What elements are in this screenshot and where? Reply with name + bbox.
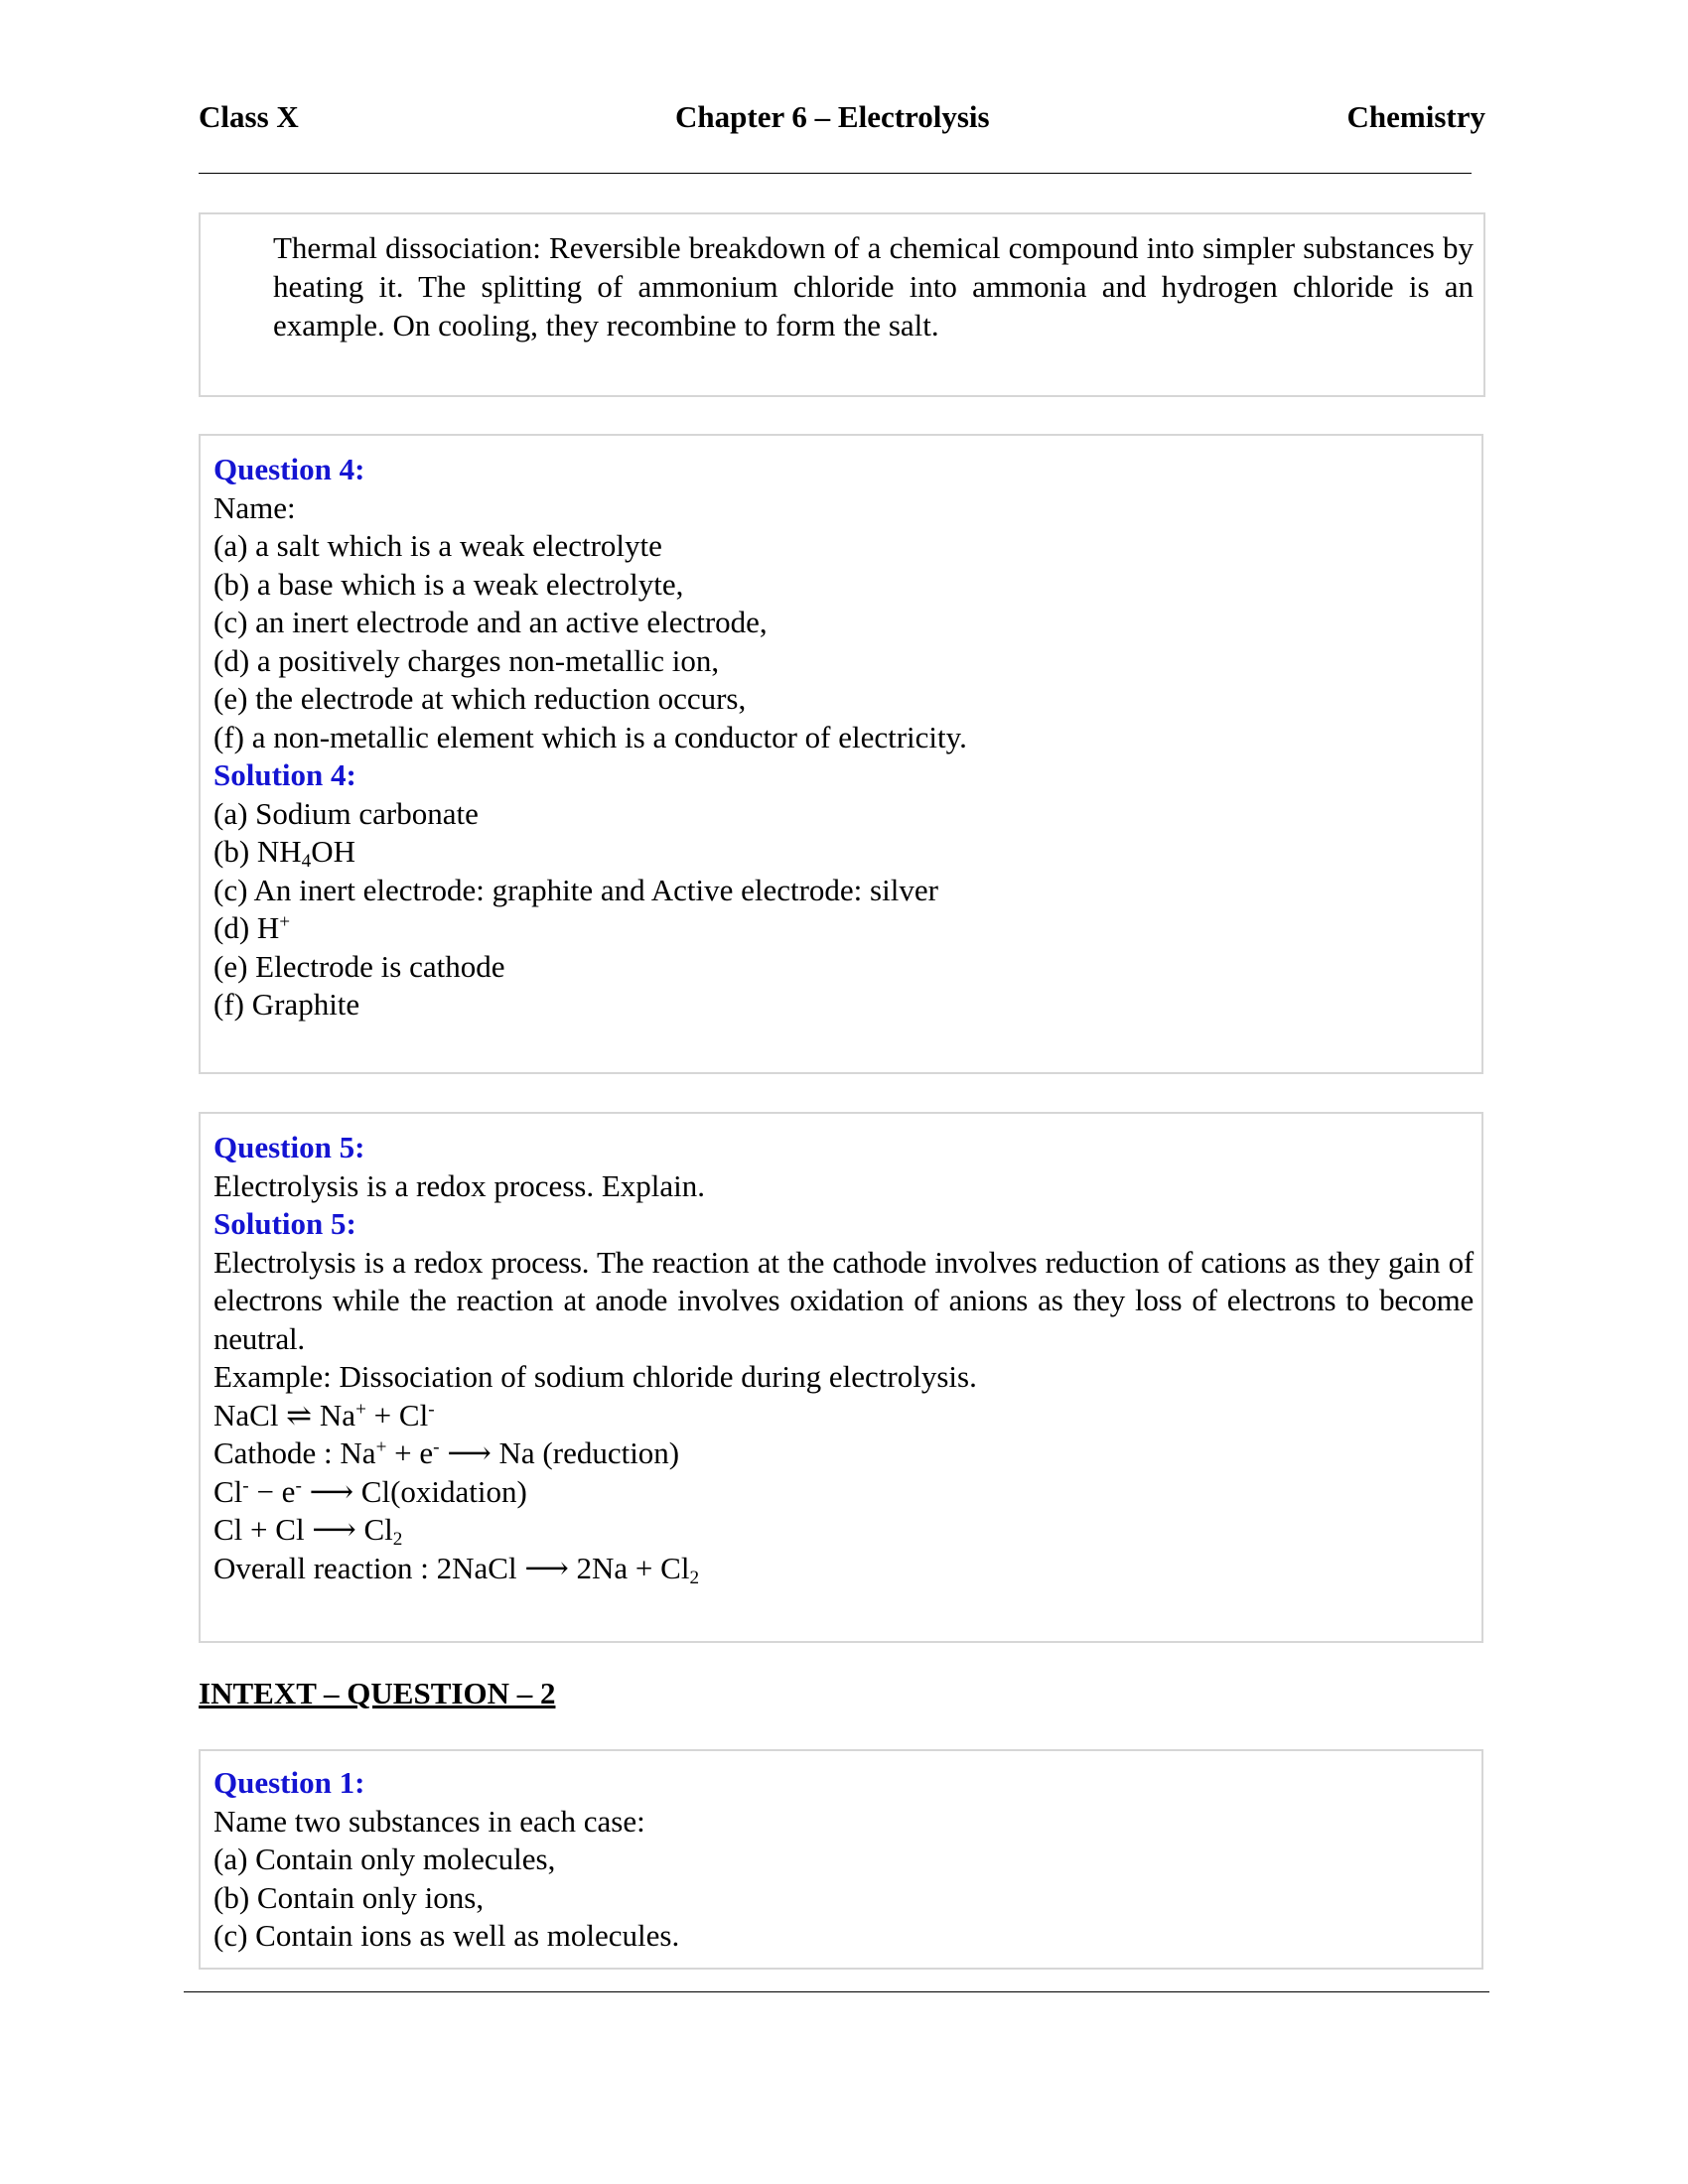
equation-dissociation: NaCl ⇌ Na+ + Cl-	[213, 1397, 435, 1433]
intext-question-1-line: (c) Contain ions as well as molecules.	[213, 1918, 680, 1953]
question-4-line: (f) a non-metallic element which is a conductor of electricity.	[213, 719, 967, 754]
question-5-label: Question 5:	[213, 1130, 365, 1164]
solution-4-c: (c) An inert electrode: graphite and Active electrode: silver	[213, 872, 938, 907]
solution-4-d: (d) H+	[213, 910, 291, 945]
intext-question-1-line: (a) Contain only molecules,	[213, 1842, 556, 1876]
solution-5-paragraph: Electrolysis is a redox process. The reaction at the cathode involves reduction of cations as they gain of electrons while the reaction at anode involves oxidation of anions as they loss of electrons to become neutral.	[213, 1244, 1474, 1356]
equation-cathode: Cathode : Na+ + e- ⟶ Na (reduction)	[213, 1435, 680, 1470]
question-4-line: (e) the electrode at which reduction occurs,	[213, 681, 747, 716]
solution-4-e: (e) Electrode is cathode	[213, 948, 505, 984]
intext-question-1-content	[213, 1764, 679, 1956]
question-4-line: (d) a positively charges non-metallic ion,	[213, 642, 720, 678]
header-divider	[199, 173, 1472, 174]
question-4-content	[213, 451, 967, 1024]
thermal-dissociation-text: Thermal dissociation: Reversible breakdown of a chemical compound into simpler substances by heating it. The splitting of ammonium chloride into ammonia and hydrogen chloride is an example. On cooling, they recombine to form the salt.	[273, 230, 1474, 342]
solution-4-b: (b) $NH_4OH$	[213, 834, 356, 872]
equation-overall: Overall reaction : 2NaCl ⟶ $2Na + Cl_2$	[213, 1550, 700, 1588]
question-5-text: Electrolysis is a redox process. Explain.	[213, 1167, 706, 1203]
question-4-line: Name:	[213, 489, 296, 525]
intext-section-title: INTEXT – QUESTION – 2	[199, 1676, 556, 1710]
intext-question-1-label: Question 1:	[213, 1765, 365, 1800]
solution-4-label: Solution 4:	[213, 757, 356, 792]
header-class: Class X	[199, 99, 299, 134]
question-4-label: Question 4:	[213, 452, 365, 486]
header-chapter: Chapter 6 – Electrolysis	[675, 99, 990, 134]
solution-4-a: (a) Sodium carbonate	[213, 795, 479, 831]
footer-divider	[184, 1991, 1489, 1992]
header-subject: Chemistry	[1346, 99, 1485, 134]
solution-4-f: (f) Graphite	[213, 987, 360, 1022]
intext-question-1-line: Name two substances in each case:	[213, 1803, 645, 1839]
page-header	[199, 99, 1485, 143]
solution-5-example: Example: Dissociation of sodium chloride during electrolysis.	[213, 1359, 977, 1394]
question-4-line: (b) a base which is a weak electrolyte,	[213, 566, 684, 602]
equation-chlorine: Cl + Cl ⟶ $Cl_2$	[213, 1512, 403, 1550]
equation-anode: Cl- − e- ⟶ Cl(oxidation)	[213, 1473, 527, 1509]
solution-5-label: Solution 5:	[213, 1206, 356, 1241]
intext-question-1-line: (b) Contain only ions,	[213, 1879, 485, 1915]
question-4-line: (a) a salt which is a weak electrolyte	[213, 528, 662, 563]
question-4-line: (c) an inert electrode and an active electrode,	[213, 605, 768, 639]
question-5-content	[213, 1129, 1474, 1587]
